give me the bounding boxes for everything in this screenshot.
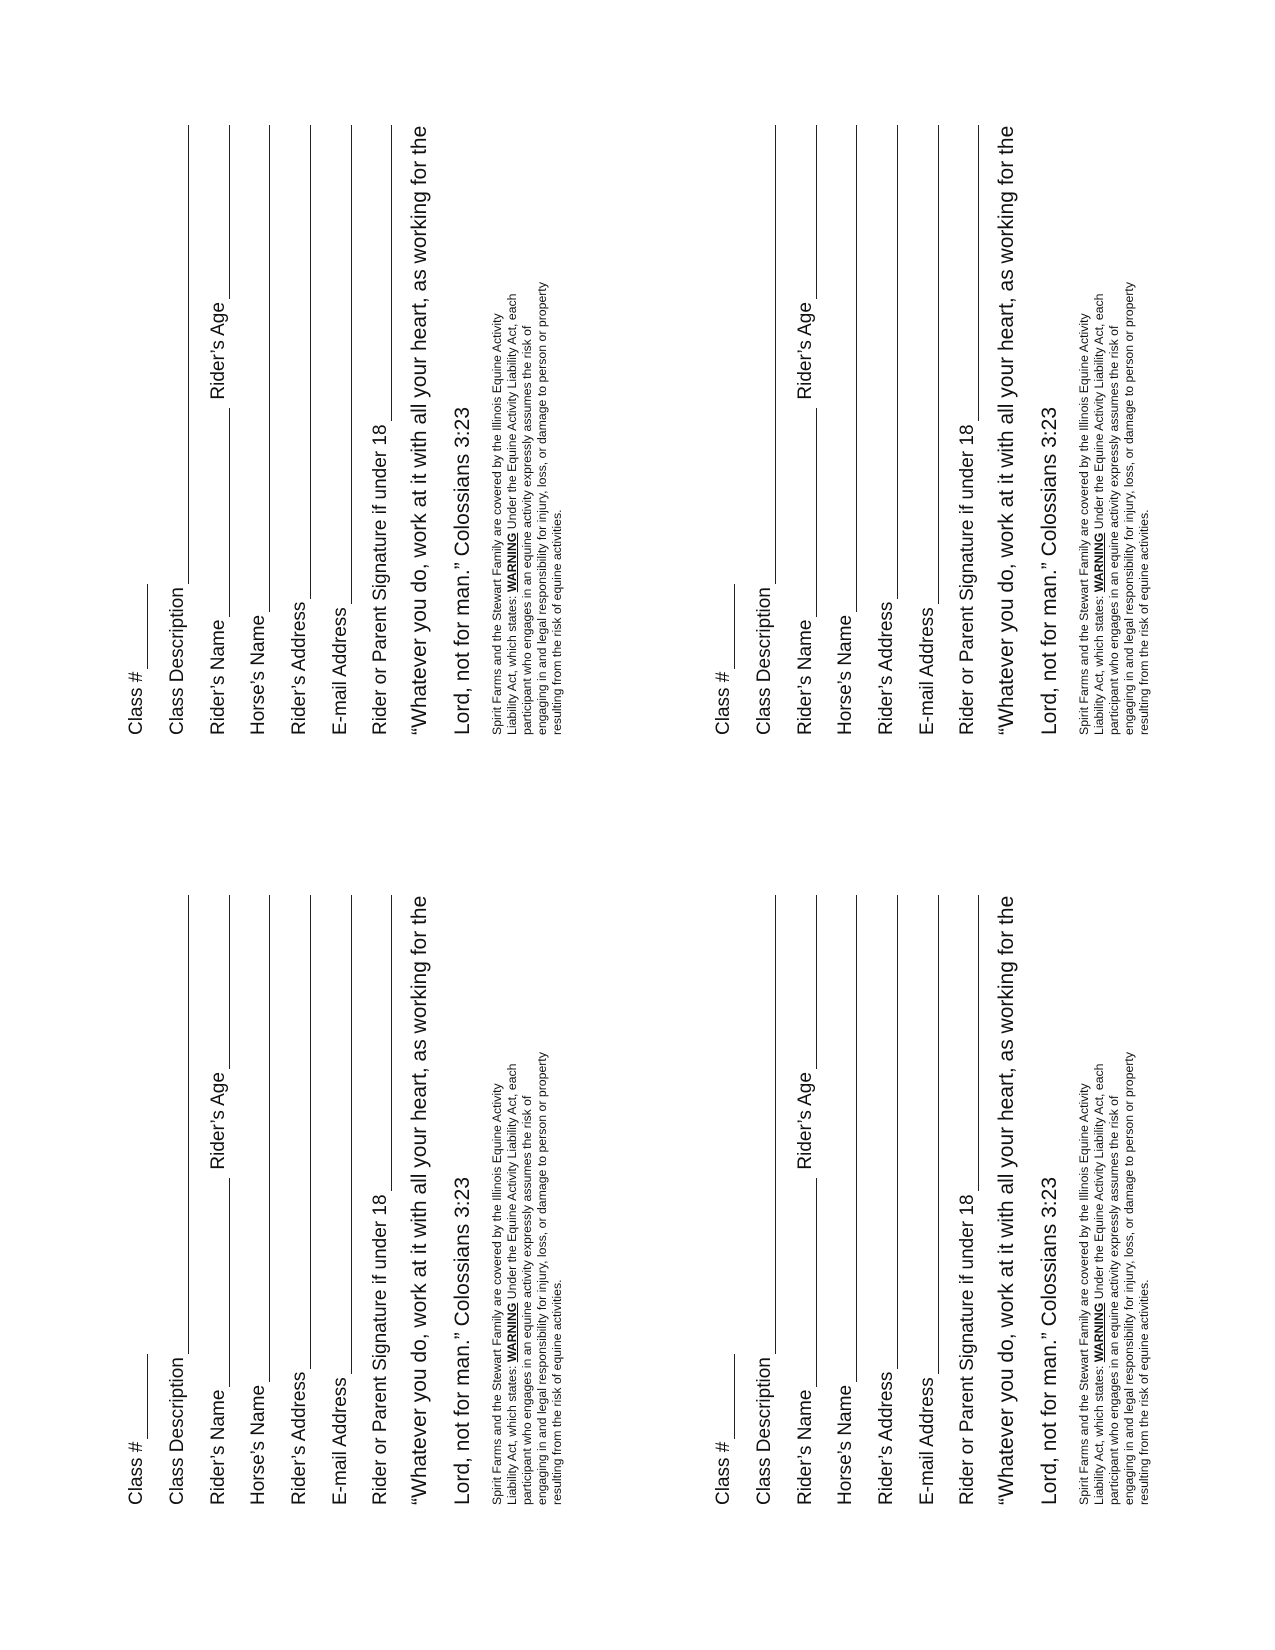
class-description-label: Class Description bbox=[167, 587, 188, 735]
signature-label: Rider or Parent Signature if under 18 bbox=[957, 424, 978, 735]
class-number-label: Class # bbox=[713, 671, 734, 735]
horse-name-field[interactable] bbox=[836, 125, 857, 612]
class-number-label: Class # bbox=[126, 1441, 147, 1505]
signature-label: Rider or Parent Signature if under 18 bbox=[370, 424, 391, 735]
liability-notice bbox=[490, 1045, 565, 1505]
entry-card-bottom-left bbox=[705, 845, 1175, 1505]
horse-name-field[interactable] bbox=[836, 895, 857, 1382]
rider-age-label: Rider’s Age bbox=[208, 1072, 229, 1170]
email-label: E-mail Address bbox=[917, 607, 938, 735]
rider-age-label: Rider’s Age bbox=[795, 1072, 816, 1170]
liability-notice bbox=[1077, 1045, 1152, 1505]
horse-name-row[interactable] bbox=[827, 895, 857, 1505]
liability-text-body: Under the Equine Activity Liability Act, each participant who engages in an equine activity expressly assumes the risk of engaging in and legal responsibility for injury, loss, or damage to person or property resulting from the risk of equine activities. bbox=[1092, 282, 1151, 735]
liability-text-body: Under the Equine Activity Liability Act, each participant who engages in an equine activity expressly assumes the risk of engaging in and legal responsibility for injury, loss, or damage to person or property resulting from the risk of equine activities. bbox=[505, 1052, 564, 1505]
rider-age-field[interactable] bbox=[796, 125, 817, 299]
horse-name-row[interactable] bbox=[240, 895, 270, 1505]
class-description-field[interactable] bbox=[755, 895, 776, 1354]
signature-field[interactable] bbox=[371, 895, 392, 1191]
class-description-row[interactable] bbox=[159, 125, 189, 735]
liability-warning: WARNING bbox=[1092, 1302, 1106, 1363]
horse-name-label: Horse’s Name bbox=[835, 1384, 856, 1505]
rider-age-label: Rider’s Age bbox=[208, 302, 229, 400]
email-field[interactable] bbox=[918, 125, 939, 604]
signature-field[interactable] bbox=[958, 125, 979, 421]
rider-name-label: Rider’s Name bbox=[795, 1389, 816, 1505]
email-row[interactable] bbox=[322, 895, 352, 1505]
liability-notice bbox=[1077, 275, 1152, 735]
signature-label: Rider or Parent Signature if under 18 bbox=[957, 1194, 978, 1505]
class-number-row[interactable] bbox=[705, 125, 735, 735]
scripture-quote: “Whatever you do, work at it with all your heart, as working for the Lord, not for man.” Colossians 3:23 bbox=[408, 895, 474, 1505]
scripture-quote: “Whatever you do, work at it with all your heart, as working for the Lord, not for man.” Colossians 3:23 bbox=[995, 125, 1061, 735]
rider-name-row[interactable] bbox=[200, 125, 230, 735]
liability-text-body: Under the Equine Activity Liability Act, each participant who engages in an equine activity expressly assumes the risk of engaging in and legal responsibility for injury, loss, or damage to person or property resulting from the risk of equine activities. bbox=[505, 282, 564, 735]
signature-row[interactable] bbox=[949, 895, 979, 1505]
scripture-quote: “Whatever you do, work at it with all your heart, as working for the Lord, not for man.” Colossians 3:23 bbox=[995, 895, 1061, 1505]
class-description-field[interactable] bbox=[168, 125, 189, 584]
signature-row[interactable] bbox=[362, 125, 392, 735]
rider-address-row[interactable] bbox=[281, 895, 311, 1505]
email-field[interactable] bbox=[331, 125, 352, 604]
class-number-row[interactable] bbox=[705, 895, 735, 1505]
horse-name-row[interactable] bbox=[240, 125, 270, 735]
class-number-label: Class # bbox=[713, 1441, 734, 1505]
horse-name-label: Horse’s Name bbox=[248, 614, 269, 735]
liability-warning: WARNING bbox=[505, 1302, 519, 1363]
email-field[interactable] bbox=[918, 895, 939, 1374]
horse-name-label: Horse’s Name bbox=[835, 614, 856, 735]
rider-name-label: Rider’s Name bbox=[795, 619, 816, 735]
liability-warning: WARNING bbox=[505, 532, 519, 593]
liability-text-intro: Spirit Farms and the Stewart Family are covered by the Illinois Equine Activity Liability Act, which states: bbox=[490, 313, 519, 735]
class-description-field[interactable] bbox=[755, 125, 776, 584]
horse-name-row[interactable] bbox=[827, 125, 857, 735]
class-description-row[interactable] bbox=[746, 125, 776, 735]
rider-name-field[interactable] bbox=[796, 408, 817, 617]
class-description-row[interactable] bbox=[746, 895, 776, 1505]
scripture-quote: “Whatever you do, work at it with all your heart, as working for the Lord, not for man.” Colossians 3:23 bbox=[408, 125, 474, 735]
email-row[interactable] bbox=[322, 125, 352, 735]
horse-name-field[interactable] bbox=[249, 895, 270, 1382]
class-number-field[interactable] bbox=[714, 1354, 735, 1439]
liability-text-body: Under the Equine Activity Liability Act, each participant who engages in an equine activity expressly assumes the risk of engaging in and legal responsibility for injury, loss, or damage to person or property resulting from the risk of equine activities. bbox=[1092, 1052, 1151, 1505]
entry-card-top-left bbox=[118, 845, 588, 1505]
signature-row[interactable] bbox=[362, 895, 392, 1505]
horse-name-label: Horse’s Name bbox=[248, 1384, 269, 1505]
email-label: E-mail Address bbox=[330, 1377, 351, 1505]
liability-text-intro: Spirit Farms and the Stewart Family are covered by the Illinois Equine Activity Liability Act, which states: bbox=[490, 1083, 519, 1505]
horse-name-field[interactable] bbox=[249, 125, 270, 612]
liability-warning: WARNING bbox=[1092, 532, 1106, 593]
rider-address-label: Rider’s Address bbox=[289, 601, 310, 735]
email-field[interactable] bbox=[331, 895, 352, 1374]
rider-name-row[interactable] bbox=[200, 895, 230, 1505]
rider-age-field[interactable] bbox=[209, 125, 230, 299]
rider-name-field[interactable] bbox=[209, 408, 230, 617]
rider-age-field[interactable] bbox=[209, 895, 230, 1069]
class-number-field[interactable] bbox=[127, 584, 148, 669]
entry-card-bottom-right bbox=[705, 75, 1175, 735]
rider-address-field[interactable] bbox=[290, 895, 311, 1369]
email-row[interactable] bbox=[909, 125, 939, 735]
signature-field[interactable] bbox=[371, 125, 392, 421]
rider-name-label: Rider’s Name bbox=[208, 1389, 229, 1505]
email-row[interactable] bbox=[909, 895, 939, 1505]
class-number-field[interactable] bbox=[714, 584, 735, 669]
rider-address-field[interactable] bbox=[877, 895, 898, 1369]
class-description-field[interactable] bbox=[168, 895, 189, 1354]
rider-name-label: Rider’s Name bbox=[208, 619, 229, 735]
class-number-field[interactable] bbox=[127, 1354, 148, 1439]
rider-address-row[interactable] bbox=[868, 125, 898, 735]
rider-name-field[interactable] bbox=[209, 1178, 230, 1387]
class-description-label: Class Description bbox=[754, 587, 775, 735]
entry-card-top-right bbox=[118, 75, 588, 735]
signature-label: Rider or Parent Signature if under 18 bbox=[370, 1194, 391, 1505]
email-label: E-mail Address bbox=[917, 1377, 938, 1505]
liability-text-intro: Spirit Farms and the Stewart Family are covered by the Illinois Equine Activity Liability Act, which states: bbox=[1077, 313, 1106, 735]
class-description-row[interactable] bbox=[159, 895, 189, 1505]
class-number-row[interactable] bbox=[118, 895, 148, 1505]
liability-text-intro: Spirit Farms and the Stewart Family are covered by the Illinois Equine Activity Liability Act, which states: bbox=[1077, 1083, 1106, 1505]
class-number-row[interactable] bbox=[118, 125, 148, 735]
rider-address-field[interactable] bbox=[877, 125, 898, 599]
rider-address-row[interactable] bbox=[868, 895, 898, 1505]
class-description-label: Class Description bbox=[754, 1357, 775, 1505]
email-label: E-mail Address bbox=[330, 607, 351, 735]
class-description-label: Class Description bbox=[167, 1357, 188, 1505]
rider-address-label: Rider’s Address bbox=[876, 601, 897, 735]
liability-notice bbox=[490, 275, 565, 735]
rider-address-label: Rider’s Address bbox=[876, 1371, 897, 1505]
signature-field[interactable] bbox=[958, 895, 979, 1191]
rider-name-field[interactable] bbox=[796, 1178, 817, 1387]
class-number-label: Class # bbox=[126, 671, 147, 735]
rider-address-row[interactable] bbox=[281, 125, 311, 735]
rider-name-row[interactable] bbox=[787, 125, 817, 735]
rider-age-label: Rider’s Age bbox=[795, 302, 816, 400]
rider-address-field[interactable] bbox=[290, 125, 311, 599]
rider-age-field[interactable] bbox=[796, 895, 817, 1069]
rider-name-row[interactable] bbox=[787, 895, 817, 1505]
rider-address-label: Rider’s Address bbox=[289, 1371, 310, 1505]
signature-row[interactable] bbox=[949, 125, 979, 735]
